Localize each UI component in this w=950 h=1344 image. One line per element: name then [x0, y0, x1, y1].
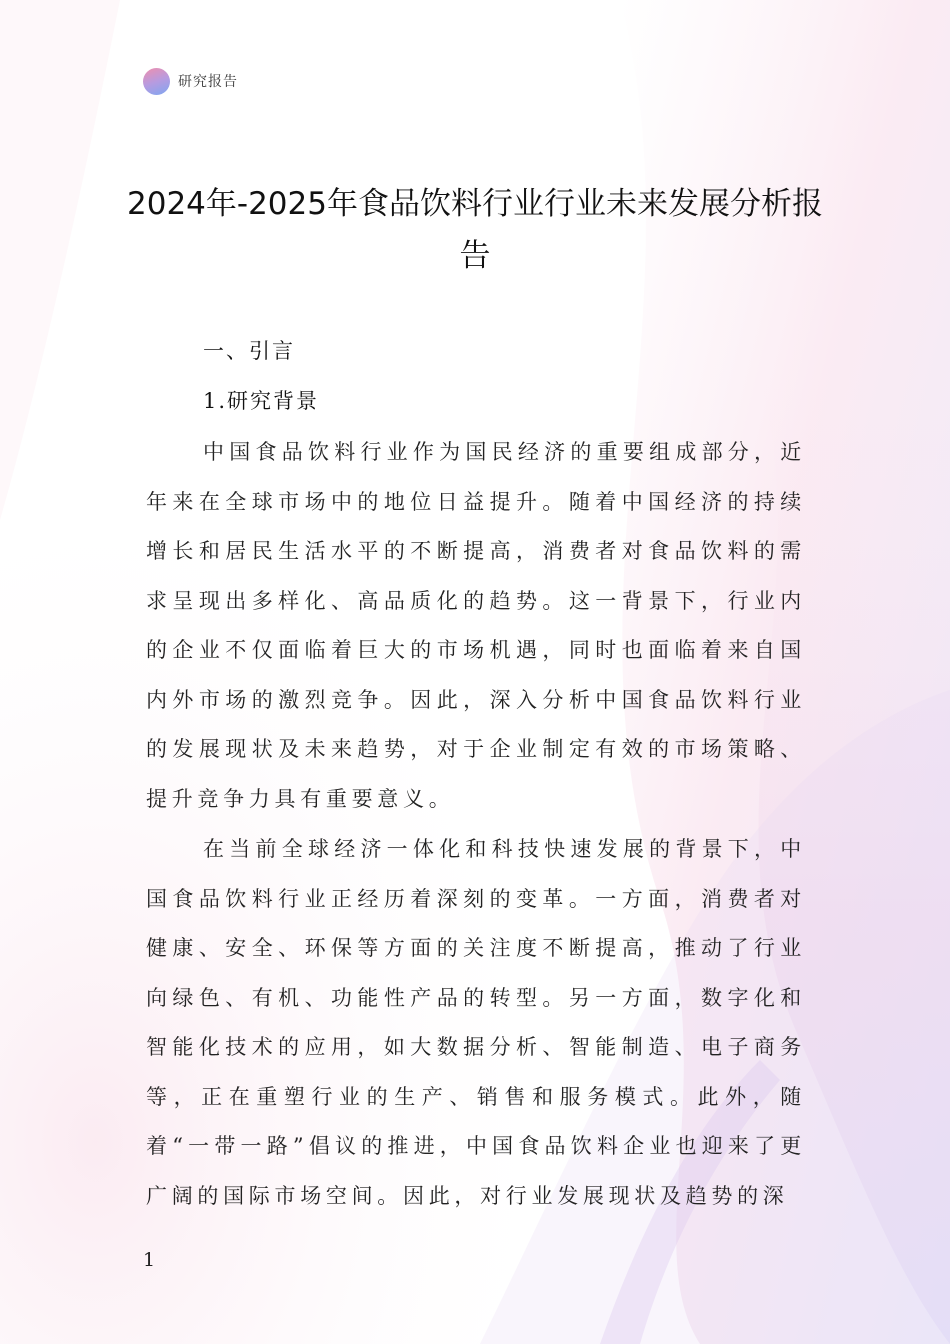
- body-paragraph-2: 在当前全球经济一体化和科技快速发展的背景下，中国食品饮料行业正经历着深刻的变革。一方面，消费者对健康、安全、环保等方面的关注度不断提高，推动了行业向绿色、有机、功能性产品的转型。另一方面，数字化和智能化技术的应用，如大数据分析、智能制造、电子商务等，正在重塑行业的生产、销售和服务模式。此外，随着“一带一路”倡议的推进，中国食品饮料企业也迎来了更广阔的国际市场空间。因此，对行业发展现状及趋势的深: [146, 837, 806, 1208]
- brand-logo-icon: [143, 68, 170, 95]
- page-number: 1: [143, 1249, 156, 1271]
- body-paragraph-1: 中国食品饮料行业作为国民经济的重要组成部分，近年来在全球市场中的地位日益提升。随着中国经济的持续增长和居民生活水平的不断提高，消费者对食品饮料的需求呈现出多样化、高品质化的趋势。这一背景下，行业内的企业不仅面临着巨大的市场机遇，同时也面临着来自国内外市场的激烈竞争。因此，深入分析中国食品饮料行业的发展现状及未来趋势，对于企业制定有效的市场策略、提升竞争力具有重要意义。: [146, 440, 806, 811]
- subsection-heading: 1.研究背景: [203, 389, 320, 413]
- header-label: 研究报告: [178, 74, 238, 90]
- section-heading: 一、引言: [203, 339, 295, 363]
- document-title: 2024年-2025年食品饮料行业行业未来发展分析报告: [127, 186, 823, 274]
- report-header: [143, 67, 238, 95]
